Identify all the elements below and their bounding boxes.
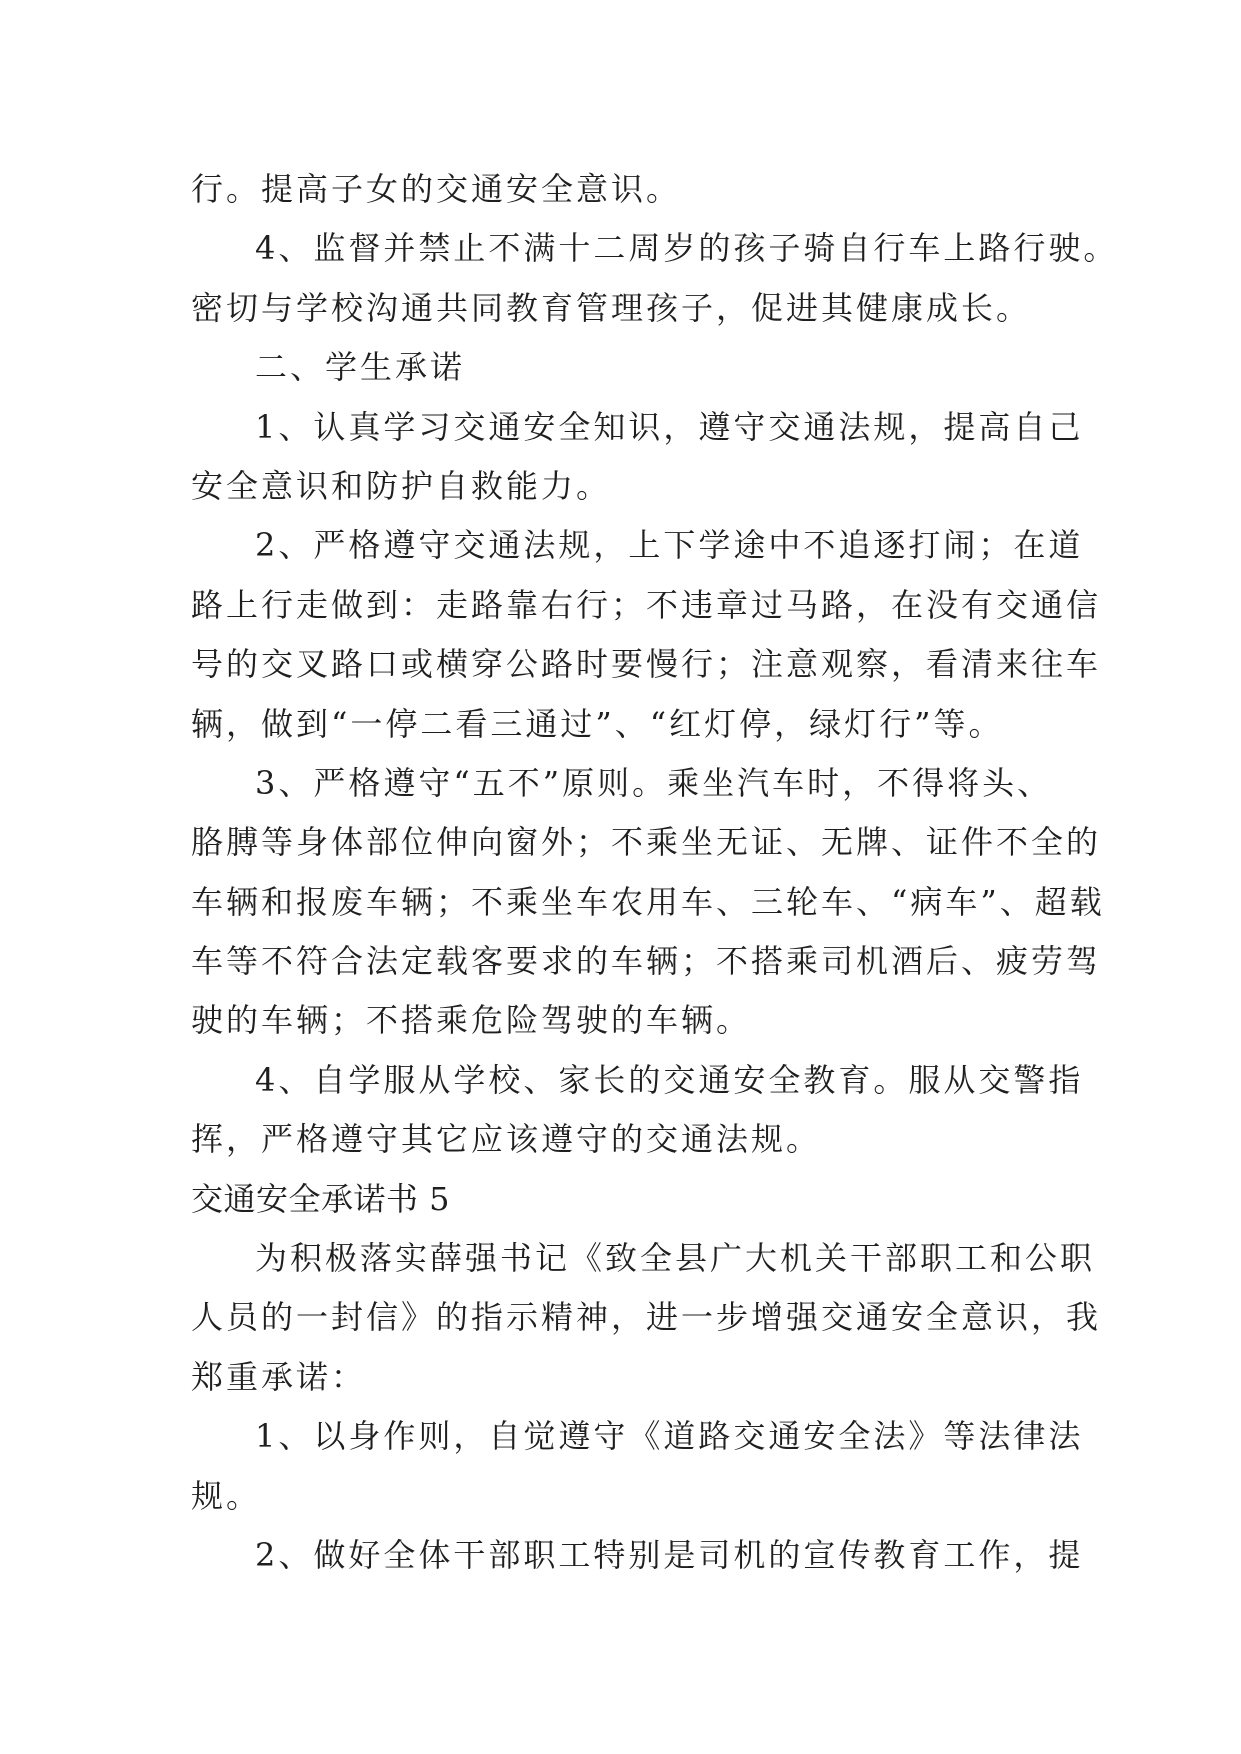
text-line: 3、严格遵守“五不”原则。乘坐汽车时，不得将头、 [255,763,1053,802]
text-line: 驶的车辆；不搭乘危险驾驶的车辆。 [191,1001,752,1040]
text-line: 行。提高子女的交通安全意识。 [191,170,682,208]
text-line: 密切与学校沟通共同教育管理孩子，促进其健康成长。 [191,288,1032,327]
text-line: 郑重承诺： [191,1357,367,1396]
text-line: 号的交叉路口或横穿公路时要慢行；注意观察，看清来往车 [191,645,1102,684]
text-line: 路上行走做到：走路靠右行；不违章过马路，在没有交通信 [191,585,1102,624]
text-line: 安全意识和防护自救能力。 [191,466,612,505]
text-line: 车等不符合法定载客要求的车辆；不搭乘司机酒后、疲劳驾 [191,942,1102,981]
text-line: 2、严格遵守交通法规，上下学途中不追逐打闹；在道 [255,526,1084,565]
text-line: 4、监督并禁止不满十二周岁的孩子骑自行车上路行驶。 [255,229,1119,268]
text-line: 人员的一封信》的指示精神，进一步增强交通安全意识，我 [191,1298,1102,1337]
text-line: 车辆和报废车辆；不乘坐车农用车、三轮车、“病车”、超载 [191,882,1105,921]
text-line: 2、做好全体干部职工特别是司机的宣传教育工作，提 [255,1535,1084,1574]
section-heading: 二、学生承诺 [255,348,466,387]
body-text [191,160,1119,1585]
text-line: 1、以身作则，自觉遵守《道路交通安全法》等法律法 [255,1417,1084,1456]
text-line: 1、认真学习交通安全知识，遵守交通法规，提高自己 [255,407,1084,446]
document-title: 交通安全承诺书 5 [191,1179,451,1218]
text-line: 挥，严格遵守其它应该遵守的交通法规。 [191,1120,822,1159]
text-line: 胳膊等身体部位伸向窗外；不乘坐无证、无牌、证件不全的 [191,823,1102,862]
text-line: 辆，做到“一停二看三通过”、“红灯停，绿灯行”等。 [191,704,1004,743]
text-line: 规。 [191,1476,262,1515]
text-line: 4、自学服从学校、家长的交通安全教育。服从交警指 [255,1060,1084,1099]
text-line: 为积极落实薛强书记《致全县广大机关干部职工和公职 [255,1239,1096,1278]
